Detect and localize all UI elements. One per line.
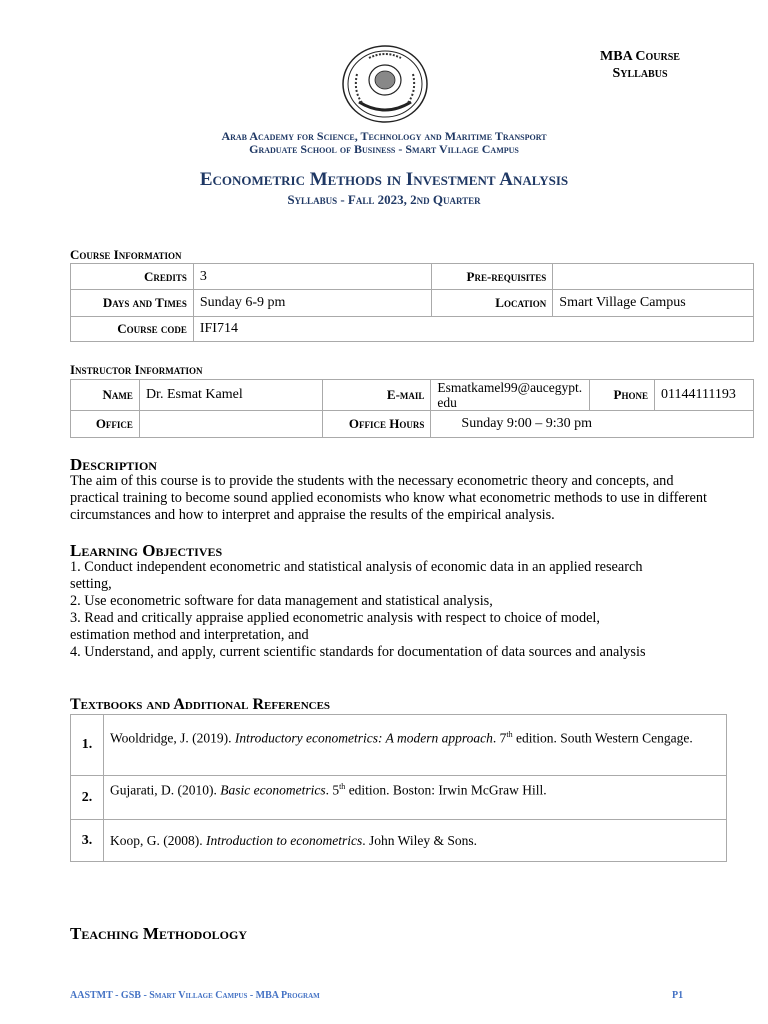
learning-objectives-list	[70, 559, 650, 661]
mba-course-syllabus-label	[560, 48, 720, 82]
course-code-label: Course code	[71, 317, 194, 342]
reference-edition: . 7	[492, 730, 507, 746]
email-label: E-mail	[322, 380, 431, 411]
page-number: P1	[672, 990, 684, 1001]
institution-name: Arab Academy for Science, Technology and Maritime Transport	[221, 129, 547, 143]
location-label: Location	[432, 290, 553, 317]
textbooks-references-heading: Textbooks and Additional References	[70, 696, 331, 713]
reference-entry	[104, 776, 727, 820]
office-value	[139, 411, 322, 438]
reference-number: 2.	[71, 776, 104, 820]
description-heading: Description	[70, 455, 157, 474]
location-value: Smart Village Campus	[553, 290, 754, 317]
instructor-information-heading: Instructor Information	[70, 362, 203, 377]
description-text: The aim of this course is to provide the students with the necessary econometric theory and concepts, and practical training to become sound applied economists who know what econometric methods to use in different circumstances and how to interpret and appraise the results of the empirical analysis.	[70, 473, 707, 523]
reference-publisher: . John Wiley & Sons.	[362, 832, 477, 848]
reference-citation	[110, 730, 720, 747]
reference-citation	[110, 782, 720, 799]
reference-entry	[104, 715, 727, 776]
reference-title: Introduction to econometrics	[206, 832, 363, 848]
phone-label: Phone	[590, 380, 655, 411]
office-hours-label: Office Hours	[322, 411, 431, 438]
references-table	[70, 714, 727, 862]
course-title: Econometric Methods in Investment Analysis	[199, 169, 569, 190]
objective-item: 3. Read and critically appraise applied econometric analysis with respect to choice of model, estimation method and interpretation, and	[70, 610, 600, 643]
course-information-table	[70, 263, 754, 342]
prerequisites-label: Pre-requisites	[432, 264, 553, 290]
days-times-label: Days and Times	[71, 290, 194, 317]
reference-citation	[110, 833, 720, 849]
reference-publisher: edition. Boston: Irwin McGraw Hill.	[345, 782, 547, 798]
objective-item: 1. Conduct independent econometric and statistical analysis of economic data in an applied research setting,	[70, 559, 643, 592]
reference-edition: . 5	[325, 782, 340, 798]
reference-edition-suffix: th	[339, 782, 346, 791]
objective-item: 2. Use econometric software for data management and statistical analysis,	[70, 593, 493, 609]
syllabus-subtitle: Syllabus - Fall 2023, 2nd Quarter	[287, 192, 481, 207]
course-information-heading: Course Information	[70, 247, 182, 262]
reference-number: 3.	[71, 820, 104, 862]
reference-title: Basic econometrics	[220, 782, 326, 798]
reference-author: Koop, G. (2008).	[110, 832, 206, 848]
phone-value: 01144111193	[654, 380, 753, 411]
course-code-value: IFI714	[193, 317, 753, 342]
mba-line-2: Syllabus	[612, 66, 668, 81]
reference-title: Introductory econometrics: A modern approach	[234, 730, 493, 746]
mba-line-1: MBA Course	[600, 49, 680, 64]
office-label: Office	[71, 411, 140, 438]
instructor-information-table	[70, 379, 754, 438]
name-label: Name	[71, 380, 140, 411]
reference-entry	[104, 820, 727, 862]
reference-author: Gujarati, D. (2010).	[110, 782, 221, 798]
objective-item: 4. Understand, and apply, current scientific standards for documentation of data sources and analysis	[70, 644, 646, 660]
credits-label: Credits	[71, 264, 194, 290]
reference-edition-suffix: th	[506, 730, 513, 739]
prerequisites-value	[553, 264, 754, 290]
learning-objectives-heading: Learning Objectives	[70, 541, 223, 560]
reference-number: 1.	[71, 715, 104, 776]
name-value: Dr. Esmat Kamel	[139, 380, 322, 411]
reference-publisher: edition. South Western Cengage.	[512, 730, 693, 746]
reference-author: Wooldridge, J. (2019).	[110, 730, 235, 746]
email-value: Esmatkamel99@aucegypt.edu	[431, 380, 590, 411]
teaching-methodology-heading: Teaching Methodology	[70, 924, 247, 943]
academy-seal-logo	[339, 44, 431, 126]
days-times-value: Sunday 6-9 pm	[193, 290, 432, 317]
school-name: Graduate School of Business - Smart Village Campus	[249, 142, 519, 156]
credits-value: 3	[193, 264, 432, 290]
office-hours-value: Sunday 9:00 – 9:30 pm	[431, 411, 754, 438]
footer-program-text: AASTMT - GSB - Smart Village Campus - MBA Program	[70, 990, 320, 1001]
